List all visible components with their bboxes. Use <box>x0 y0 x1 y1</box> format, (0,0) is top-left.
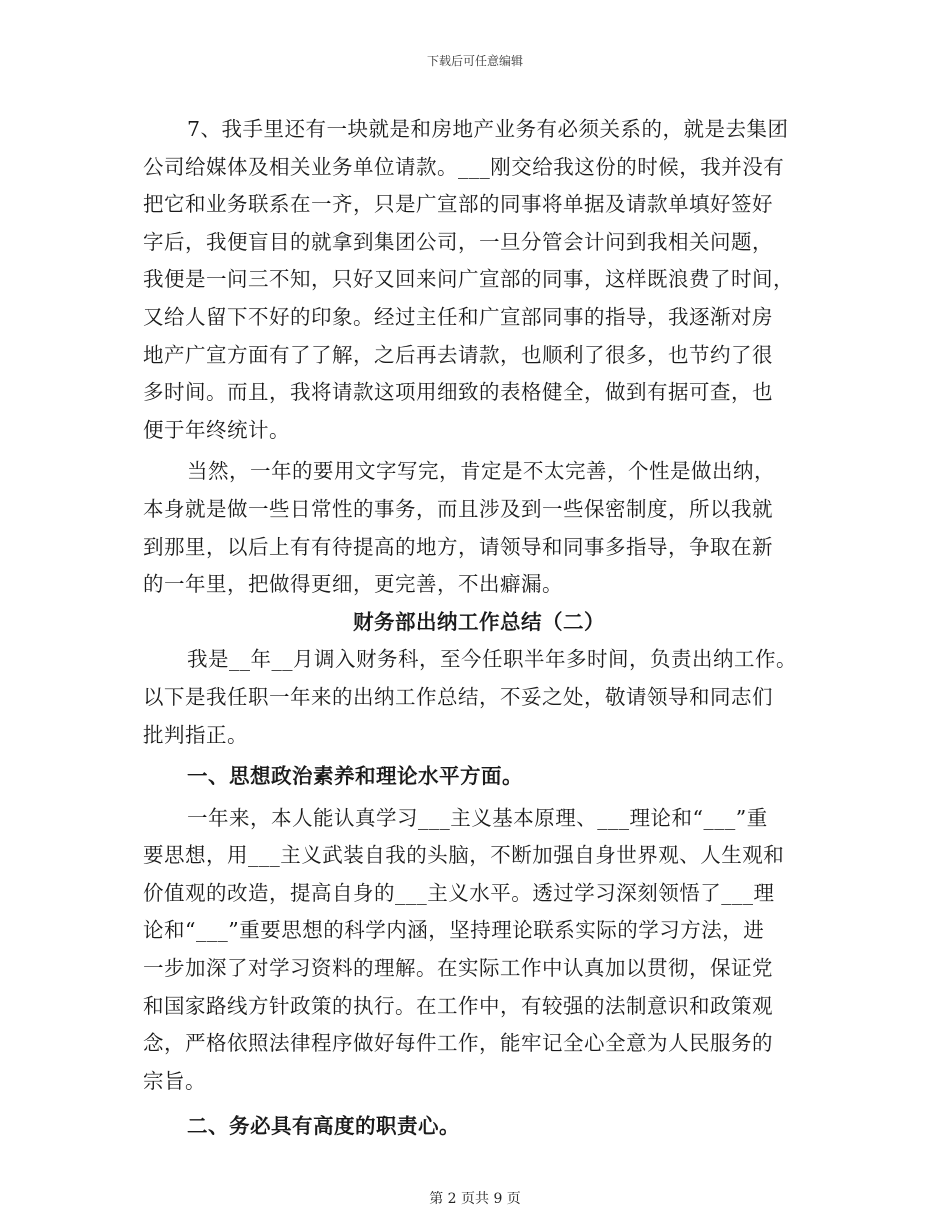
page-footer: 第 2 页共 9 页 <box>429 1191 521 1207</box>
text-line: 念，严格依照法律程序做好每件工作，能牢记全心全意为人民服务的 <box>143 1031 773 1056</box>
heading-responsibility: 二、务必具有高度的职责心。 <box>187 1114 460 1139</box>
text-line: 的一年里，把做得更细，更完善，不出癖漏。 <box>143 572 563 597</box>
text-line: 多时间。而且，我将请款这项用细致的表格健全，做到有据可查，也 <box>143 380 773 405</box>
text-line: 7、我手里还有一块就是和房地产业务有必须关系的，就是去集团 <box>187 117 789 141</box>
text-line: 要思想，用___主义武装自我的头脑，不断加强自身世界观、人生观和 <box>143 843 785 868</box>
document-body <box>143 111 815 1146</box>
text-line: 到那里，以后上有有待提高的地方，请领导和同事多指导，争取在新 <box>143 534 773 559</box>
text-line: 宗旨。 <box>143 1068 206 1093</box>
paragraph-conclusion <box>143 453 815 603</box>
text-line: 价值观的改造，提高自身的___主义水平。透过学习深刻领悟了___理 <box>143 880 775 905</box>
text-line: 我便是一问三不知，只好又回来问广宣部的同事，这样既浪费了时间， <box>143 267 794 292</box>
heading-ideology: 一、思想政治素养和理论水平方面。 <box>187 764 523 789</box>
text-line: 便于年终统计。 <box>143 417 290 442</box>
text-line: 当然，一年的要用文字写完，肯定是不太完善，个性是做出纳， <box>187 459 775 484</box>
text-line: 公司给媒体及相关业务单位请款。___刚交给我这份的时候，我并没有 <box>143 154 785 179</box>
section-title: 财务部出纳工作总结（二） <box>353 609 605 634</box>
text-line: 和国家路线方针政策的执行。在工作中，有较强的法制意识和政策观 <box>143 993 773 1018</box>
paragraph-ideology <box>143 800 815 1101</box>
text-line: 批判指正。 <box>143 722 248 747</box>
text-line: 字后，我便盲目的就拿到集团公司，一旦分管会计问到我相关问题， <box>143 229 773 254</box>
text-line: 一步加深了对学习资料的理解。在实际工作中认真加以贯彻，保证党 <box>143 956 773 981</box>
text-line: 以下是我任职一年来的出纳工作总结，不妥之处，敬请领导和同志们 <box>143 684 773 709</box>
text-line: 一年来，本人能认真学习___主义基本原理、___理论和“___”重 <box>187 805 768 830</box>
text-line: 把它和业务联系在一齐，只是广宣部的同事将单据及请款单填好签好 <box>143 192 773 217</box>
page-header: 下载后可任意编辑 <box>426 54 523 68</box>
text-line: 本身就是做一些日常性的事务，而且涉及到一些保密制度，所以我就 <box>143 496 773 521</box>
text-line: 论和“___”重要思想的科学内涵，坚持理论联系实际的学习方法，进 <box>143 918 765 943</box>
paragraph-intro <box>143 641 815 754</box>
text-line: 又给人留下不好的印象。经过主任和广宣部同事的指导，我逐渐对房 <box>143 304 773 329</box>
text-line: 地产广宣方面有了了解，之后再去请款，也顺利了很多，也节约了很 <box>143 342 773 367</box>
text-line: 我是__年__月调入财务科，至今任职半年多时间，负责出纳工作。 <box>187 647 797 672</box>
paragraph-item-7 <box>143 111 815 449</box>
